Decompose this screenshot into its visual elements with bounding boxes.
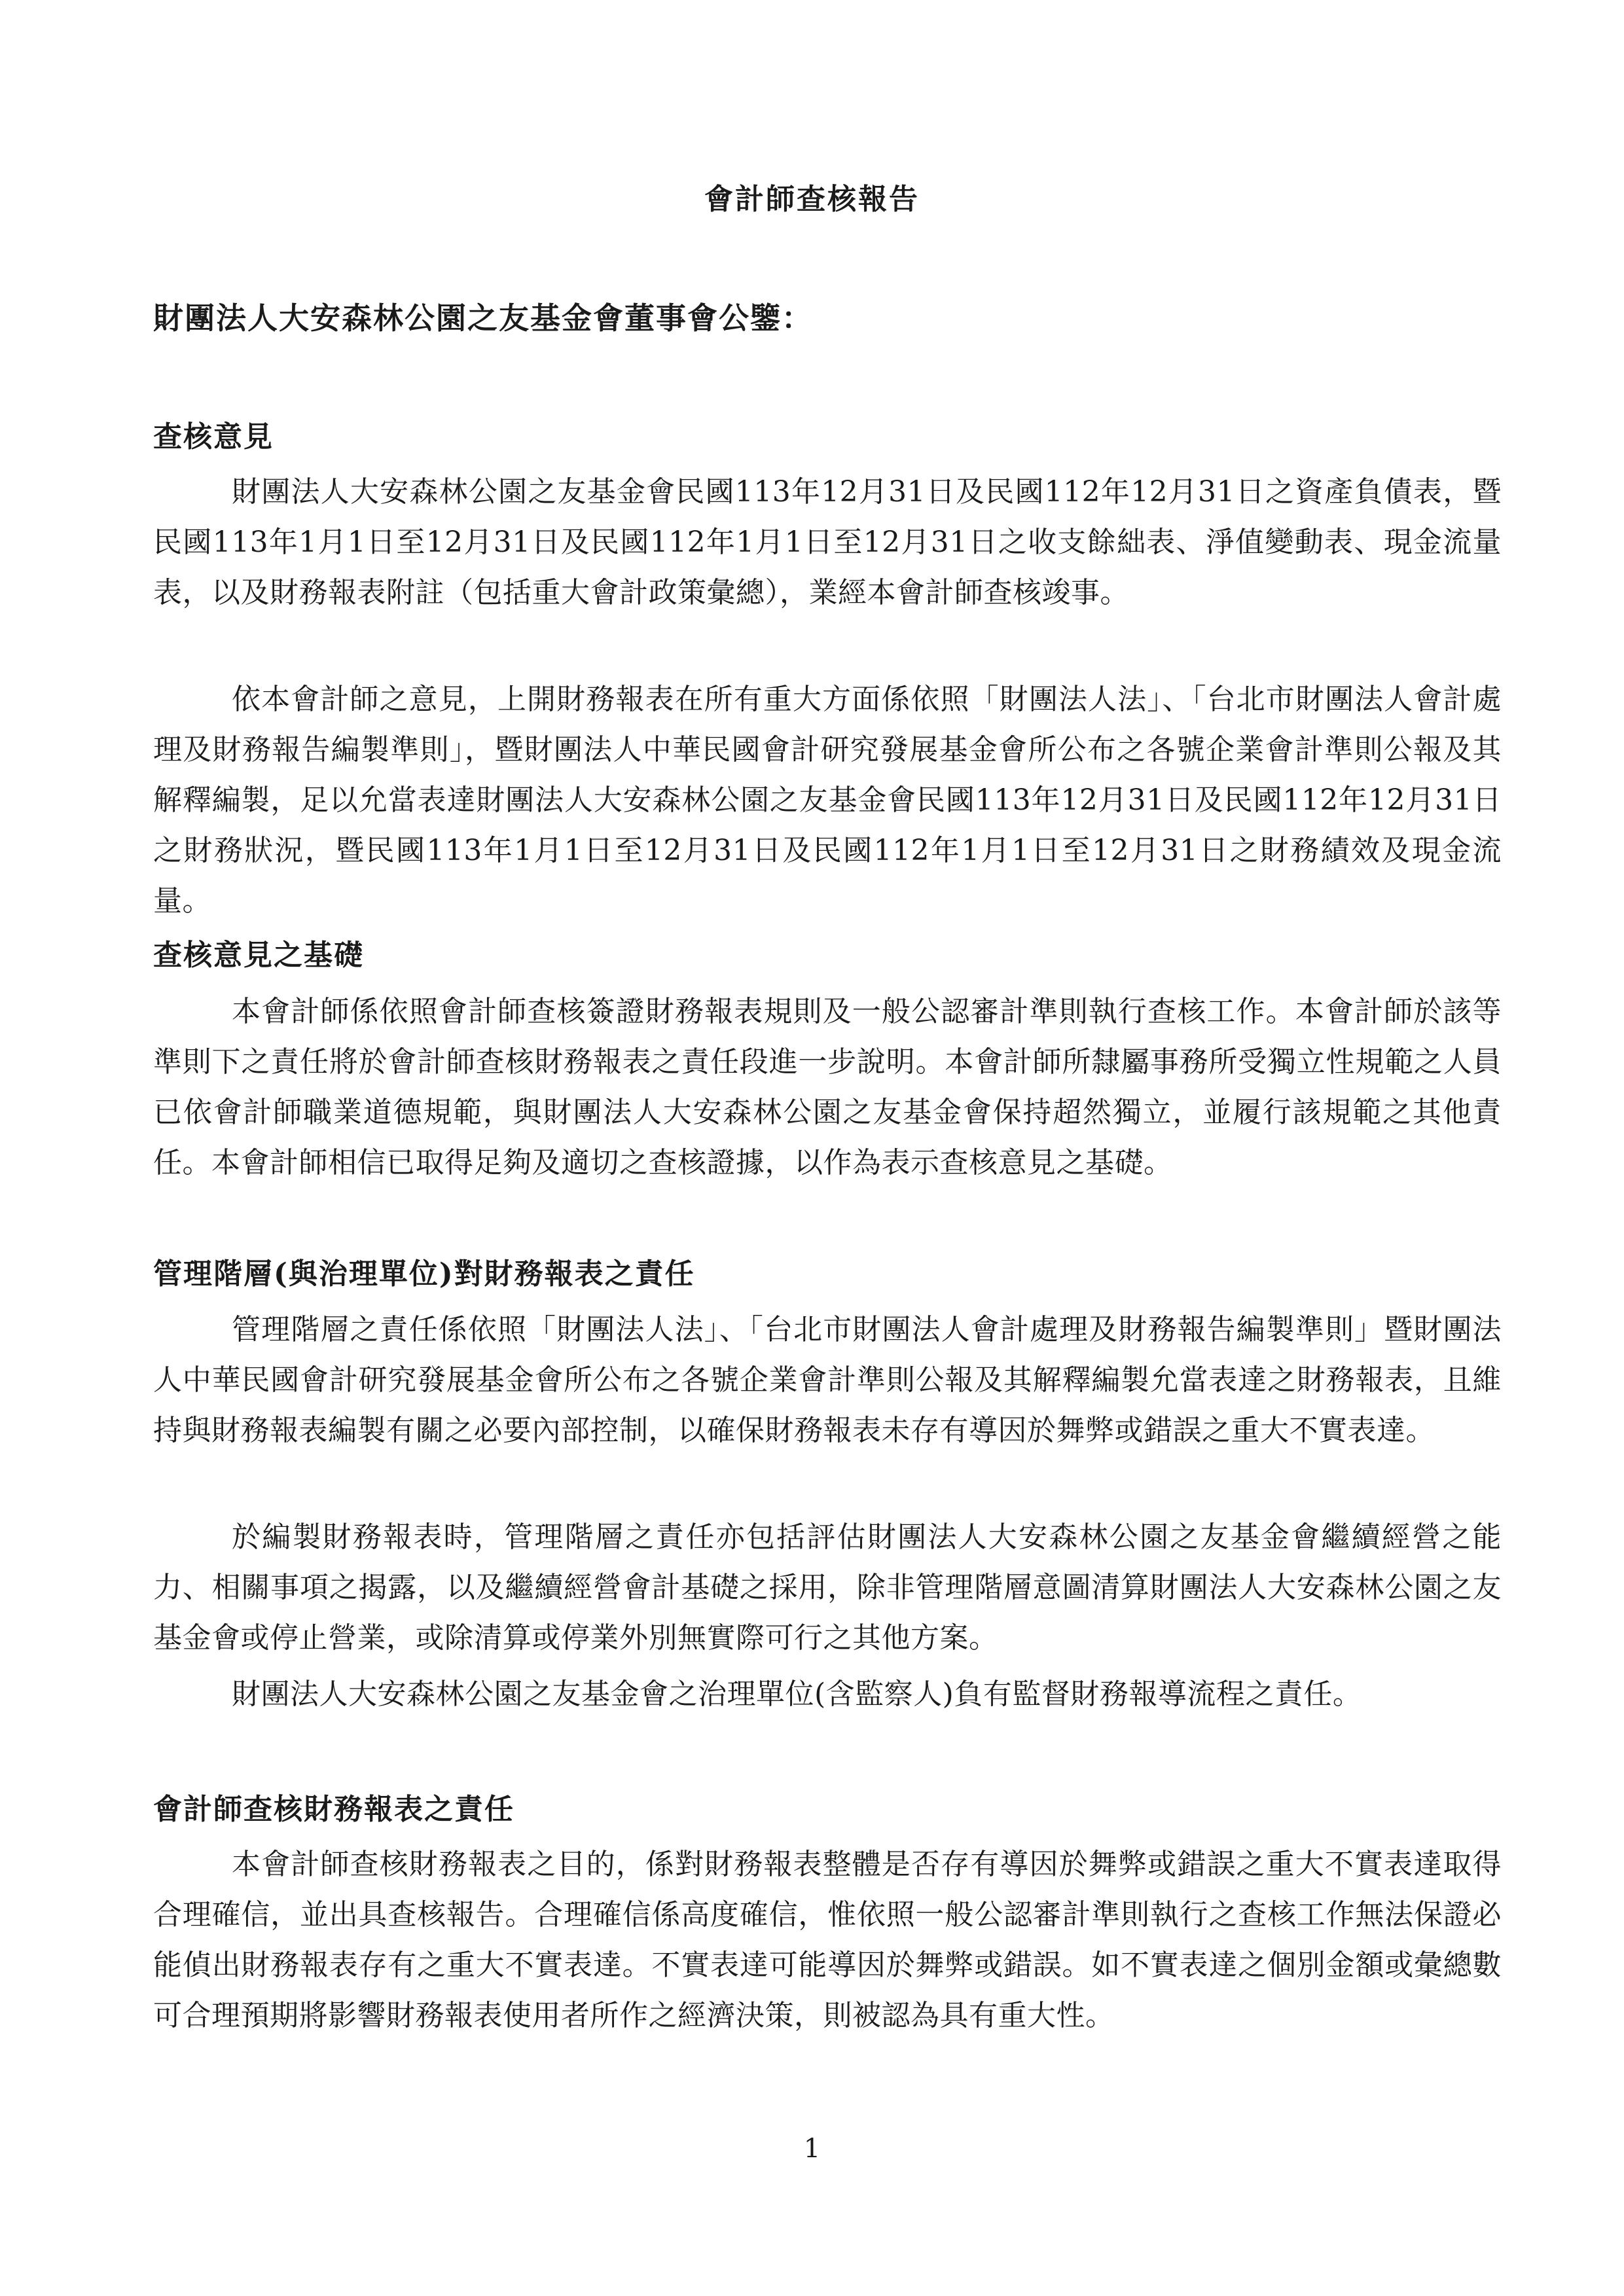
report-title: 會計師查核報告 [704, 183, 920, 216]
paragraph-management-1: 管理階層之責任係依照「財團法人法」、「台北市財團法人會計處理及財務報告編製準則」暨財團法人中華民國會計研究發展基金會所公布之各號企業會計準則公報及其解釋編製允當表達之財務報表，且維持與財務報表編製有關之必要內部控制，以確保財務報表未存有導因於舞弊或錯誤之重大不實表達。 [153, 1313, 1502, 1447]
paragraph-management-3: 財團法人大安森林公園之友基金會之治理單位(含監察人)負有監督財務報導流程之責任。 [232, 1677, 1362, 1711]
section-heading-management-responsibility: 管理階層(與治理單位)對財務報表之責任 [153, 1257, 695, 1291]
section-heading-basis: 查核意見之基礎 [153, 939, 364, 972]
section-heading-opinion: 查核意見 [153, 420, 274, 454]
section-heading-auditor-responsibility: 會計師查核財務報表之責任 [153, 1793, 514, 1826]
paragraph-opinion-2: 依本會計師之意見，上開財務報表在所有重大方面係依照「財團法人法」、「台北市財團法人會計處理及財務報告編製準則」，暨財團法人中華民國會計研究發展基金會所公布之各號企業會計準則公報及其解釋編製，足以允當表達財團法人大安森林公園之友基金會民國113年12月31日及民國112年12月31日之財務狀況，暨民國113年1月1日至12月31日及民國112年1月1日至12月31日之財務績效及現金流量。 [153, 683, 1502, 918]
addressee: 財團法人大安森林公園之友基金會董事會公鑒： [153, 300, 813, 336]
paragraph-management-2: 於編製財務報表時，管理階層之責任亦包括評估財團法人大安森林公園之友基金會繼續經營之能力、相關事項之揭露，以及繼續經營會計基礎之採用，除非管理階層意圖清算財團法人大安森林公園之友基金會或停止營業，或除清算或停業外別無實際可行之其他方案。 [153, 1520, 1502, 1655]
paragraph-basis-1: 本會計師係依照會計師查核簽證財務報表規則及一般公認審計準則執行查核工作。本會計師於該等準則下之責任將於會計師查核財務報表之責任段進一步說明。本會計師所隸屬事務所受獨立性規範之人員已依會計師職業道德規範，與財團法人大安森林公園之友基金會保持超然獨立，並履行該規範之其他責任。本會計師相信已取得足夠及適切之查核證據，以作為表示查核意見之基礎。 [153, 995, 1502, 1179]
paragraph-opinion-1: 財團法人大安森林公園之友基金會民國113年12月31日及民國112年12月31日之資產負債表，暨民國113年1月1日至12月31日及民國112年1月1日至12月31日之收支餘絀表、淨值變動表、現金流量表，以及財務報表附註（包括重大會計政策彙總），業經本會計師查核竣事。 [153, 475, 1502, 609]
paragraph-auditor-1: 本會計師查核財務報表之目的，係對財務報表整體是否存有導因於舞弊或錯誤之重大不實表達取得合理確信，並出具查核報告。合理確信係高度確信，惟依照一般公認審計準則執行之查核工作無法保證必能偵出財務報表存有之重大不實表達。不實表達可能導因於舞弊或錯誤。如不實表達之個別金額或彙總數可合理預期將影響財務報表使用者所作之經濟決策，則被認為具有重大性。 [153, 1848, 1502, 2032]
page-number: 1 [803, 2134, 821, 2164]
